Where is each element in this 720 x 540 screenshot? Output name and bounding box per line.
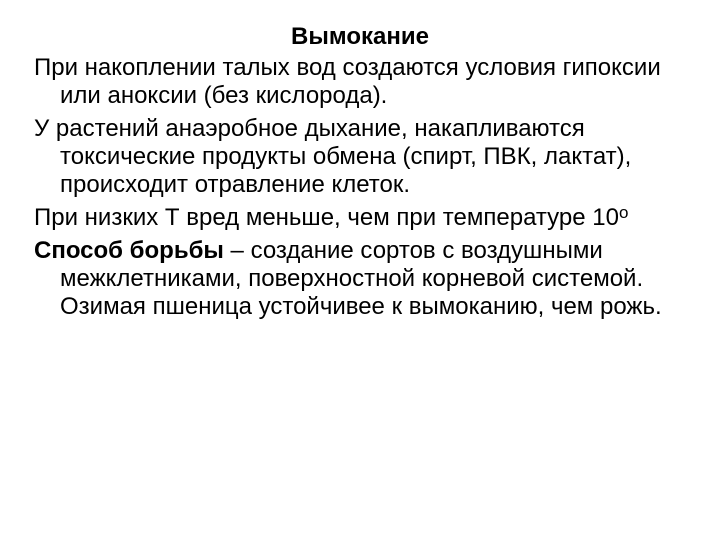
paragraph-text: При накоплении талых вод создаются условия гипоксии или аноксии (без кислорода).	[34, 54, 661, 109]
slide-title-text: Вымокание	[291, 23, 429, 50]
paragraph-text: – создание сортов с воздушными межклетниками, поверхностной корневой системой. Озимая пшеница устойчивее к вымоканию, чем рожь.	[60, 237, 662, 320]
paragraph-waterlogging-conditions	[34, 54, 694, 110]
paragraph-bold-lead: Способ борьбы	[34, 237, 224, 264]
paragraph-text: При низких Т вред меньше, чем при температуре 10	[34, 204, 619, 231]
paragraph-control-method	[34, 237, 694, 321]
paragraph-temperature	[34, 204, 694, 232]
slide-title	[0, 22, 720, 52]
paragraph-anaerobic-respiration	[34, 115, 694, 199]
paragraph-text: У растений анаэробное дыхание, накапливаются токсические продукты обмена (спирт, ПВК, лактат), происходит отравление клеток.	[34, 115, 632, 198]
degree-superscript: о	[618, 203, 629, 222]
slide-body	[34, 54, 694, 326]
